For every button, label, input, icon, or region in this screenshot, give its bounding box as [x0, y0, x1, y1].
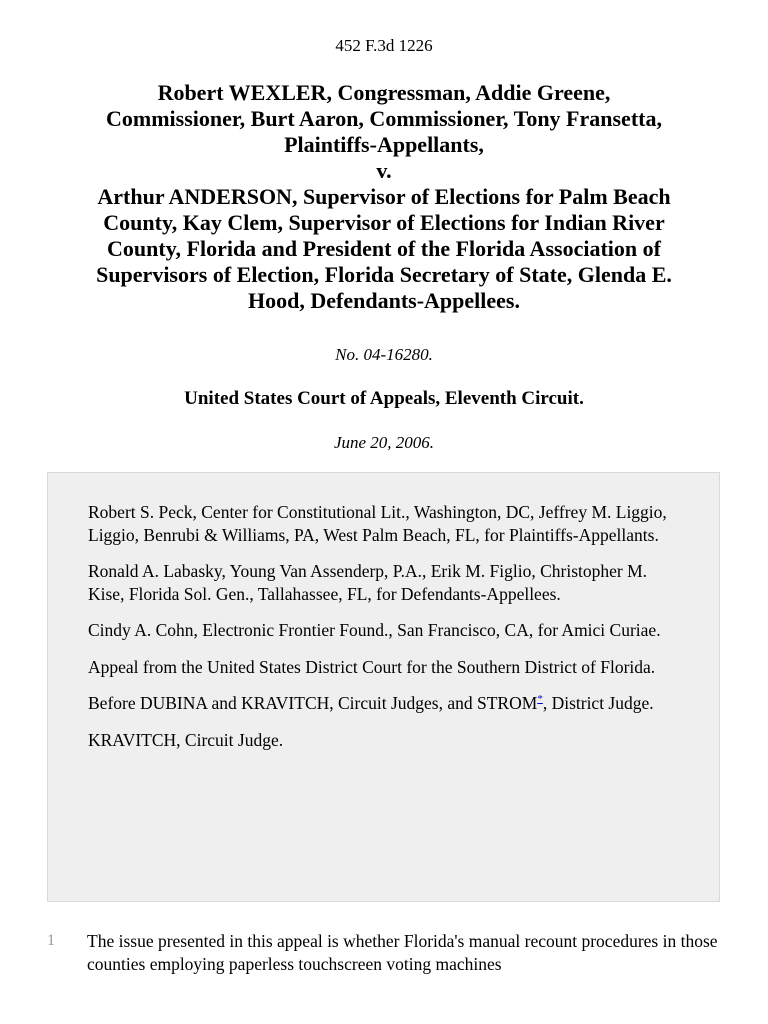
caption-line: Supervisors of Election, Florida Secretary of State, Glenda E.	[96, 262, 672, 287]
caption-line: Robert WEXLER, Congressman, Addie Greene,	[157, 80, 611, 105]
opinion-author: KRAVITCH, Circuit Judge.	[88, 729, 284, 750]
panel-judges	[88, 692, 679, 715]
opinion-paragraph	[47, 930, 727, 975]
counsel-plaintiffs: Robert S. Peck, Center for Constitutional Lit., Washington, DC, Jeffrey M. Liggio, Liggio, Benrubi & Williams, PA, West Palm Beach, FL, for Plaintiffs-Appellants.	[88, 502, 667, 545]
caption-line: County, Florida and President of the Florida Association of	[107, 236, 661, 261]
case-citation: 452 F.3d 1226	[335, 36, 433, 55]
caption-line: Hood, Defendants-Appellees.	[248, 288, 520, 313]
caption-line: Commissioner, Burt Aaron, Commissioner, Tony Fransetta,	[106, 106, 662, 131]
counsel-amici: Cindy A. Cohn, Electronic Frontier Found., San Francisco, CA, for Amici Curiae.	[88, 620, 661, 640]
counsel-defendants: Ronald A. Labasky, Young Van Assenderp, P.A., Erik M. Figlio, Christopher M. Kise, Florida Sol. Gen., Tallahassee, FL, for Defendants-Appellees.	[88, 561, 648, 604]
headnote-box	[47, 472, 720, 902]
caption-line: Arthur ANDERSON, Supervisor of Elections for Palm Beach	[97, 184, 671, 209]
docket-number: No. 04-16280.	[335, 345, 433, 364]
appeal-from: Appeal from the United States District Court for the Southern District of Florida.	[88, 656, 656, 677]
caption-line: County, Kay Clem, Supervisor of Elections for Indian River	[103, 210, 665, 235]
panel-after-text: , District Judge.	[542, 693, 654, 713]
paragraph-number: 1	[47, 932, 55, 949]
court-name: United States Court of Appeals, Eleventh Circuit.	[184, 388, 584, 409]
panel-before-text: Before DUBINA and KRAVITCH, Circuit Judges, and STROM	[88, 693, 538, 713]
caption-line: v.	[376, 158, 392, 183]
paragraph-text: The issue presented in this appeal is whether Florida's manual recount procedures in those counties employing paperless touchscreen voting machines	[87, 931, 718, 974]
caption-line: Plaintiffs-Appellants,	[284, 132, 484, 157]
case-caption	[40, 80, 728, 314]
decision-date: June 20, 2006.	[333, 433, 435, 452]
footnote-link[interactable]: *	[537, 693, 543, 706]
